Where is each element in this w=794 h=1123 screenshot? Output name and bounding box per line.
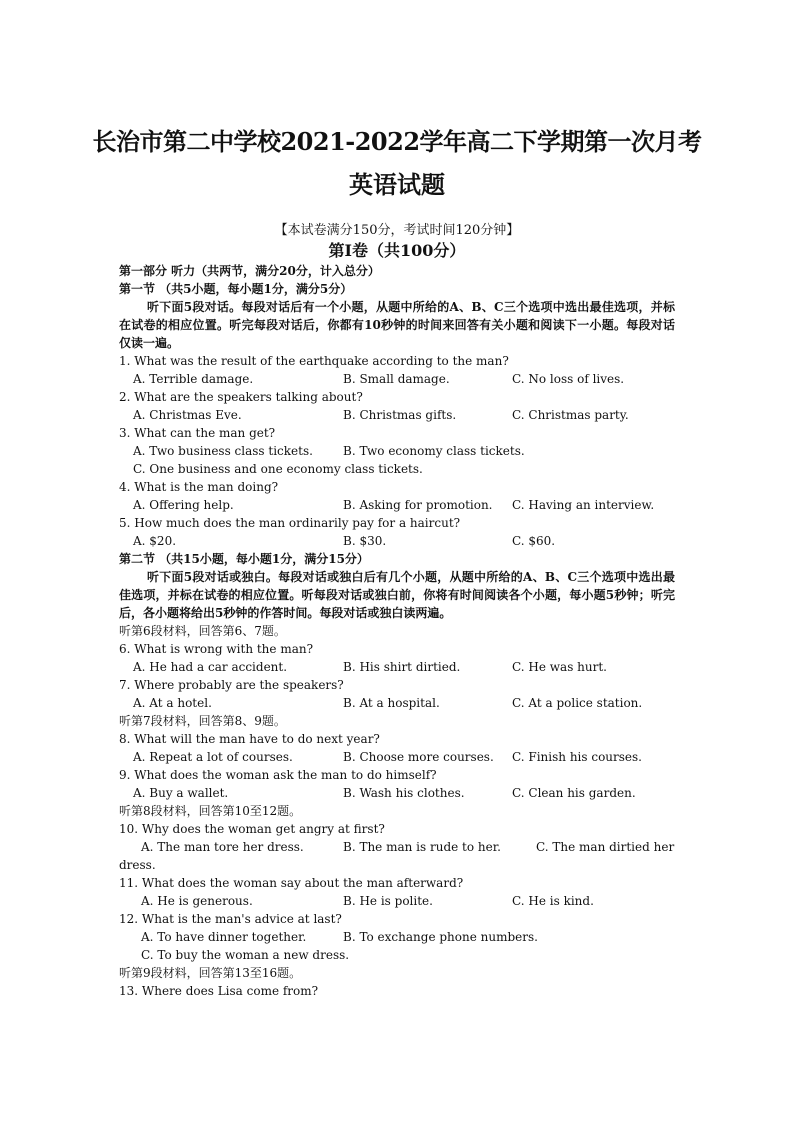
question-9: 9. What does the woman ask the man to do himself? (119, 768, 437, 782)
option-a: A. The man tore her dress. (141, 840, 304, 854)
options-1 (119, 370, 675, 388)
option-c: C. He is kind. (512, 894, 594, 908)
section2-heading: 第二节 （共15小题，每小题1分，满分15分） (119, 552, 369, 566)
option-b: B. His shirt dirtied. (343, 660, 461, 674)
option-b: B. Asking for promotion. (343, 498, 493, 512)
option-a: A. Christmas Eve. (133, 408, 242, 422)
option-b: B. At a hospital. (343, 696, 440, 710)
option-b: B. Two economy class tickets. (343, 444, 525, 458)
volume-heading: 第Ⅰ卷（共100分） (328, 241, 466, 260)
option-c: C. He was hurt. (512, 660, 607, 674)
option-b: B. Christmas gifts. (343, 408, 457, 422)
part1-heading: 第一部分 听力（共两节，满分20分，计入总分） (119, 264, 380, 278)
material-8-label: 听第8段材料，回答第10至12题。 (119, 804, 302, 818)
options-2 (119, 406, 675, 424)
question-5: 5. How much does the man ordinarily pay for a haircut? (119, 516, 461, 530)
option-a: A. To have dinner together. (141, 930, 307, 944)
option-b: B. Small damage. (343, 372, 450, 386)
material-7-label: 听第7段材料，回答第8、9题。 (119, 714, 286, 728)
question-7: 7. Where probably are the speakers? (119, 678, 344, 692)
options-6 (119, 658, 675, 676)
options-9 (119, 784, 675, 802)
options-11 (119, 892, 675, 910)
option-a: A. $20. (133, 534, 177, 548)
question-12: 12. What is the man's advice at last? (119, 912, 342, 926)
option-c: C. Finish his courses. (512, 750, 642, 764)
options-3 (119, 442, 675, 460)
option-b: B. The man is rude to her. (343, 840, 501, 854)
option-c: C. One business and one economy class tickets. (133, 462, 423, 476)
option-c: C. Having an interview. (512, 498, 655, 512)
exam-subtitle: 英语试题 (349, 170, 445, 199)
option-c: C. At a police station. (512, 696, 643, 710)
option-b: B. $30. (343, 534, 387, 548)
option-c: C. The man dirtied her (536, 840, 675, 854)
option-a: A. He is generous. (141, 894, 253, 908)
option-a: A. He had a car accident. (133, 660, 288, 674)
option-a: A. Repeat a lot of courses. (133, 750, 293, 764)
exam-title: 长治市第二中学校2021-2022学年高二下学期第一次月考 (92, 127, 702, 156)
options-5 (119, 532, 675, 550)
option-a: A. Terrible damage. (133, 372, 254, 386)
option-c: C. To buy the woman a new dress. (141, 948, 350, 962)
option-c: C. Christmas party. (512, 408, 629, 422)
question-6: 6. What is wrong with the man? (119, 642, 314, 656)
exam-content (119, 262, 675, 1000)
options-7 (119, 694, 675, 712)
section1-heading: 第一节 （共5小题，每小题1分，满分5分） (119, 282, 353, 296)
material-9-label: 听第9段材料，回答第13至16题。 (119, 966, 302, 980)
option-a: A. Buy a wallet. (133, 786, 229, 800)
option-a: A. Two business class tickets. (133, 444, 313, 458)
section1-instruction: 听下面5段对话。每段对话后有一个小题，从题中所给的A、B、C三个选项中选出最佳选项，并标在试卷的相应位置。听完每段对话后，你都有10秒钟的时间来回答有关小题和阅读下一小题。每段对话仅读一遍。 (119, 300, 675, 350)
question-4: 4. What is the man doing? (119, 480, 279, 494)
options-12 (119, 928, 675, 946)
exam-note: 【本试卷满分150分，考试时间120分钟】 (274, 223, 520, 238)
question-11: 11. What does the woman say about the man afterward? (119, 876, 464, 890)
question-3: 3. What can the man get? (119, 426, 276, 440)
question-13: 13. Where does Lisa come from? (119, 984, 319, 998)
option-c-continued: dress. (119, 858, 156, 872)
option-c: C. Clean his garden. (512, 786, 636, 800)
question-10: 10. Why does the woman get angry at first? (119, 822, 385, 836)
option-a: A. At a hotel. (133, 696, 212, 710)
option-b: B. Wash his clothes. (343, 786, 465, 800)
options-4 (119, 496, 675, 514)
options-10 (119, 838, 675, 856)
section2-instruction: 听下面5段对话或独白。每段对话或独白后有几个小题，从题中所给的A、B、C三个选项中选出最佳选项，并标在试卷的相应位置。听每段对话或独白前，你将有时间阅读各个小题，每小题5秒钟；听完后，各小题将给出5秒钟的作答时间。每段对话或独白读两遍。 (119, 570, 675, 620)
question-8: 8. What will the man have to do next year? (119, 732, 380, 746)
option-b: B. Choose more courses. (343, 750, 494, 764)
question-2: 2. What are the speakers talking about? (119, 390, 363, 404)
options-8 (119, 748, 675, 766)
option-c: C. No loss of lives. (512, 372, 625, 386)
option-a: A. Offering help. (133, 498, 234, 512)
question-1: 1. What was the result of the earthquake according to the man? (119, 354, 509, 368)
option-c: C. $60. (512, 534, 556, 548)
option-b: B. To exchange phone numbers. (343, 930, 538, 944)
material-6-label: 听第6段材料，回答第6、7题。 (119, 624, 286, 638)
option-b: B. He is polite. (343, 894, 433, 908)
